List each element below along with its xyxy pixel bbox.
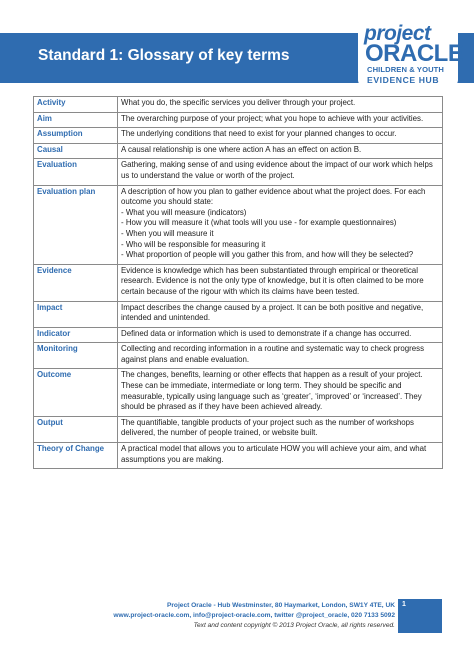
glossary-term: Evaluation (34, 159, 118, 185)
definition-line: The overarching purpose of your project; what you hope to achieve with your activities. (121, 113, 424, 123)
footer-contact: www.project-oracle.com, info@project-oracle.com, twitter @project_oracle, 020 7133 5092 (113, 612, 395, 619)
glossary-term: Indicator (34, 327, 118, 343)
glossary-term: Theory of Change (34, 443, 118, 469)
logo-oracle-text: ORACLE (365, 40, 464, 67)
definition-line: - How you will measure it (what tools will you use - for example questionnaires) (121, 218, 397, 228)
table-row (34, 97, 443, 113)
table-row (34, 369, 443, 416)
logo-subtitle-1: CHILDREN & YOUTH (367, 65, 444, 74)
definition-line: - What you will measure (indicators) (121, 207, 247, 217)
definition-line: The underlying conditions that need to exist for your planned changes to occur. (121, 129, 397, 139)
glossary-definition (118, 443, 443, 469)
glossary-definition (118, 343, 443, 369)
definition-line: The changes, benefits, learning or other effects that happen as a result of your project. These can be immediate, intermediate or long term. They should be specific and measurable, typically using language such as ‘greater’, ‘improved’ or ‘increased’. They should be phrased as if they have been achieved already. (121, 370, 423, 412)
table-row (34, 416, 443, 442)
table-row (34, 159, 443, 185)
table-row (34, 128, 443, 144)
glossary-term: Monitoring (34, 343, 118, 369)
definition-line: A practical model that allows you to articulate HOW you will achieve your aim, and what assumptions you are making. (121, 444, 427, 464)
table-row (34, 264, 443, 301)
table-row (34, 185, 443, 264)
glossary-definition (118, 264, 443, 301)
definition-line: The quantifiable, tangible products of your project such as the number of workshops delivered, the number of people trained, or website built. (121, 417, 414, 438)
definition-line: - Who will be responsible for measuring it (121, 239, 266, 249)
table-row (34, 443, 443, 469)
definition-line: A causal relationship is one where action A has an effect on action B. (121, 144, 362, 154)
glossary-definition (118, 143, 443, 159)
glossary-term: Causal (34, 143, 118, 159)
table-row (34, 327, 443, 343)
definition-line: What you do, the specific services you deliver through your project. (121, 98, 356, 107)
glossary-definition (118, 185, 443, 264)
glossary-definition (118, 369, 443, 416)
definition-line: Defined data or information which is used to demonstrate if a change has occurred. (121, 328, 412, 338)
glossary-definition (118, 416, 443, 442)
glossary-term: Evaluation plan (34, 185, 118, 264)
glossary-term: Assumption (34, 128, 118, 144)
page-title: Standard 1: Glossary of key terms (38, 47, 290, 64)
glossary-definition (118, 159, 443, 185)
glossary-definition (118, 112, 443, 128)
glossary-definition (118, 301, 443, 327)
definition-line: Gathering, making sense of and using evidence about the impact of our work which helps us to understand the value or worth of the project. (121, 160, 433, 180)
page-number-box (398, 599, 442, 633)
definition-line: - When you will measure it (121, 228, 214, 238)
glossary-term: Evidence (34, 264, 118, 301)
glossary-term: Aim (34, 112, 118, 128)
glossary-definition (118, 97, 443, 113)
definition-line: Collecting and recording information in a routine and systematic way to check progress against plans and enable evaluation. (121, 344, 425, 364)
glossary-term: Impact (34, 301, 118, 327)
glossary-term: Output (34, 416, 118, 442)
table-row (34, 112, 443, 128)
glossary-table (33, 96, 443, 469)
logo-project-text: project (364, 22, 431, 45)
definition-line: - What proportion of people will you gather this from, and how will they be selected? (121, 250, 414, 260)
glossary-definition (118, 128, 443, 144)
footer-address: Project Oracle - Hub Westminster, 80 Haymarket, London, SW1Y 4TE, UK (166, 602, 395, 609)
definition-line: Impact describes the change caused by a project. It can be both positive and negative, intended and unintended. (121, 302, 424, 323)
definition-line: Evidence is knowledge which has been substantiated through empirical or theoretical research. Evidence is not the only type of knowledge, but it is often claimed to be more certain because of the rigour with which its claims have been tested. (121, 265, 424, 296)
logo-subtitle-2: EVIDENCE HUB (367, 75, 440, 85)
glossary-term: Activity (34, 97, 118, 113)
table-row (34, 143, 443, 159)
table-row (34, 301, 443, 327)
definition-line: A description of how you plan to gather evidence about what the project does. For each outcome you should state: (121, 186, 426, 207)
glossary-term: Outcome (34, 369, 118, 416)
table-row (34, 343, 443, 369)
footer-copyright: Text and content copyright © 2013 Project Oracle, all rights reserved. (193, 622, 395, 629)
page-number: 1 (402, 601, 406, 608)
glossary-definition (118, 327, 443, 343)
